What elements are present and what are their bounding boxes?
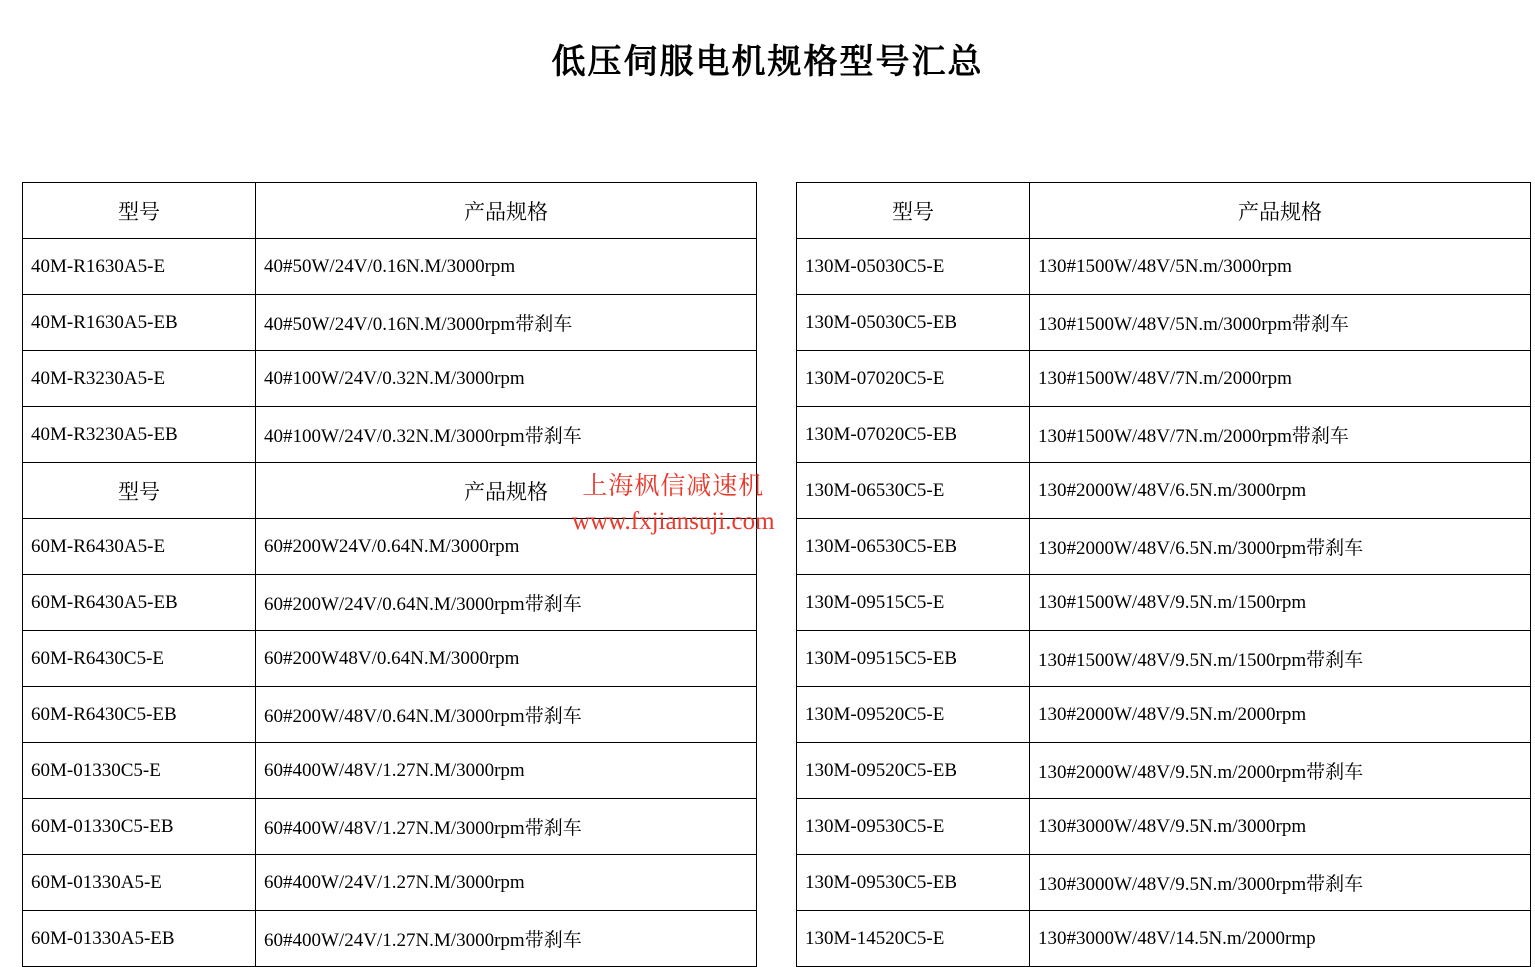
cell-spec: 130#2000W/48V/9.5N.m/2000rpm带刹车 — [1030, 743, 1531, 799]
cell-spec: 60#200W/24V/0.64N.M/3000rpm带刹车 — [256, 575, 757, 631]
cell-model: 130M-06530C5-E — [797, 463, 1030, 519]
table-row — [23, 575, 757, 631]
cell-model: 130M-09515C5-EB — [797, 631, 1030, 687]
cell-spec: 130#3000W/48V/9.5N.m/3000rpm — [1030, 799, 1531, 855]
cell-spec: 130#1500W/48V/5N.m/3000rpm — [1030, 239, 1531, 295]
cell-spec: 130#2000W/48V/9.5N.m/2000rpm — [1030, 687, 1531, 743]
cell-model: 40M-R1630A5-EB — [23, 295, 256, 351]
table-row — [23, 799, 757, 855]
cell-spec: 40#50W/24V/0.16N.M/3000rpm带刹车 — [256, 295, 757, 351]
table-row — [23, 743, 757, 799]
cell-model: 40M-R3230A5-EB — [23, 407, 256, 463]
column-header-spec: 产品规格 — [1030, 183, 1531, 239]
cell-model: 130M-09520C5-E — [797, 687, 1030, 743]
table-row — [797, 407, 1531, 463]
table-row — [23, 687, 757, 743]
cell-spec: 40#100W/24V/0.32N.M/3000rpm带刹车 — [256, 407, 757, 463]
table-row — [797, 239, 1531, 295]
column-header-model: 型号 — [23, 463, 256, 519]
cell-model: 60M-01330C5-EB — [23, 799, 256, 855]
table-row — [797, 911, 1531, 967]
cell-spec: 130#2000W/48V/6.5N.m/3000rpm带刹车 — [1030, 519, 1531, 575]
table-row — [23, 519, 757, 575]
table-row — [797, 687, 1531, 743]
cell-model: 130M-09520C5-EB — [797, 743, 1030, 799]
watermark-url: www.fxjiansuji.com — [572, 508, 775, 535]
cell-model: 130M-05030C5-EB — [797, 295, 1030, 351]
cell-model: 130M-05030C5-E — [797, 239, 1030, 295]
column-header-spec: 产品规格 — [256, 183, 757, 239]
table-row — [797, 631, 1531, 687]
cell-model: 40M-R3230A5-E — [23, 351, 256, 407]
table-header-row — [23, 463, 757, 519]
cell-spec: 40#50W/24V/0.16N.M/3000rpm — [256, 239, 757, 295]
cell-spec: 60#200W24V/0.64N.M/3000rpm — [256, 519, 757, 575]
table-row — [797, 575, 1531, 631]
table-row — [797, 743, 1531, 799]
cell-model: 60M-R6430C5-E — [23, 631, 256, 687]
cell-model: 60M-R6430C5-EB — [23, 687, 256, 743]
table-row — [797, 463, 1531, 519]
cell-spec: 130#1500W/48V/9.5N.m/1500rpm — [1030, 575, 1531, 631]
table-row — [797, 295, 1531, 351]
cell-spec: 130#2000W/48V/6.5N.m/3000rpm — [1030, 463, 1531, 519]
cell-spec: 130#1500W/48V/9.5N.m/1500rpm带刹车 — [1030, 631, 1531, 687]
right-spec-table — [796, 182, 1531, 967]
cell-spec: 60#400W/48V/1.27N.M/3000rpm带刹车 — [256, 799, 757, 855]
cell-model: 130M-06530C5-EB — [797, 519, 1030, 575]
cell-model: 40M-R1630A5-E — [23, 239, 256, 295]
watermark-company: 上海枫信减速机 — [582, 471, 765, 500]
cell-model: 130M-07020C5-EB — [797, 407, 1030, 463]
tables-container — [0, 182, 1535, 967]
cell-model: 60M-01330C5-E — [23, 743, 256, 799]
cell-spec: 130#3000W/48V/9.5N.m/3000rpm带刹车 — [1030, 855, 1531, 911]
table-row — [23, 855, 757, 911]
table-row — [23, 911, 757, 967]
cell-model: 60M-R6430A5-EB — [23, 575, 256, 631]
cell-model: 130M-14520C5-E — [797, 911, 1030, 967]
cell-spec: 60#400W/24V/1.27N.M/3000rpm — [256, 855, 757, 911]
cell-spec: 60#200W/48V/0.64N.M/3000rpm带刹车 — [256, 687, 757, 743]
cell-spec: 130#1500W/48V/5N.m/3000rpm带刹车 — [1030, 295, 1531, 351]
cell-spec: 130#1500W/48V/7N.m/2000rpm — [1030, 351, 1531, 407]
left-spec-table — [22, 182, 757, 967]
left-table-column — [22, 182, 728, 967]
cell-spec: 40#100W/24V/0.32N.M/3000rpm — [256, 351, 757, 407]
table-row — [23, 407, 757, 463]
table-row — [797, 799, 1531, 855]
cell-model: 130M-09530C5-E — [797, 799, 1030, 855]
column-header-model: 型号 — [797, 183, 1030, 239]
table-row — [797, 351, 1531, 407]
table-row — [23, 239, 757, 295]
cell-model: 130M-07020C5-E — [797, 351, 1030, 407]
table-header-row — [797, 183, 1531, 239]
column-header-model: 型号 — [23, 183, 256, 239]
table-row — [23, 295, 757, 351]
cell-model: 60M-01330A5-EB — [23, 911, 256, 967]
cell-model: 130M-09515C5-E — [797, 575, 1030, 631]
cell-model: 130M-09530C5-EB — [797, 855, 1030, 911]
cell-model: 60M-R6430A5-E — [23, 519, 256, 575]
cell-spec: 60#200W48V/0.64N.M/3000rpm — [256, 631, 757, 687]
table-row — [797, 855, 1531, 911]
table-row — [797, 519, 1531, 575]
cell-spec: 130#1500W/48V/7N.m/2000rpm带刹车 — [1030, 407, 1531, 463]
column-header-spec: 产品规格 — [256, 463, 757, 519]
cell-spec: 130#3000W/48V/14.5N.m/2000rmp — [1030, 911, 1531, 967]
right-table-column — [796, 182, 1502, 967]
cell-spec: 60#400W/48V/1.27N.M/3000rpm — [256, 743, 757, 799]
table-row — [23, 631, 757, 687]
page-title: 低压伺服电机规格型号汇总 — [551, 42, 984, 82]
cell-spec: 60#400W/24V/1.27N.M/3000rpm带刹车 — [256, 911, 757, 967]
cell-model: 60M-01330A5-E — [23, 855, 256, 911]
table-header-row — [23, 183, 757, 239]
table-row — [23, 351, 757, 407]
